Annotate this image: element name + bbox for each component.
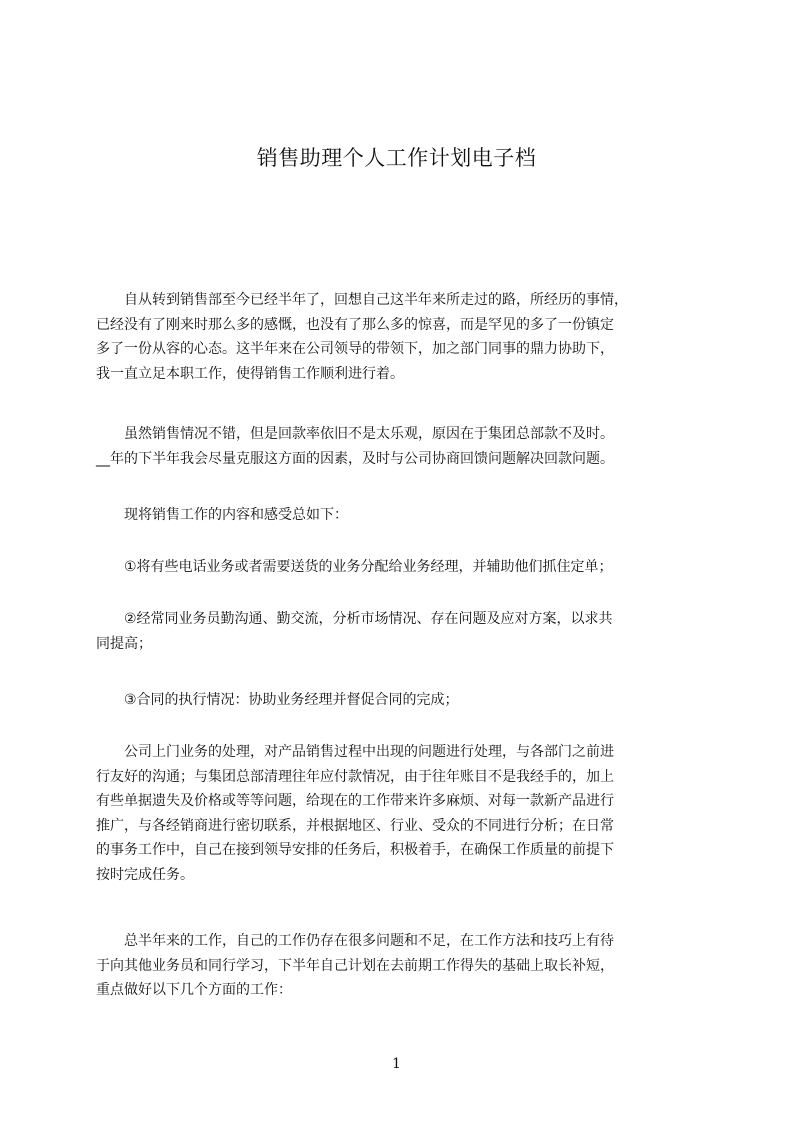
list-item-1 xyxy=(96,555,708,580)
paragraph-line: 推广，与各经销商进行密切联系，并根据地区、行业、受众的不同进行分析；在日常 xyxy=(96,817,614,834)
paragraph-conclusion xyxy=(96,929,708,1003)
paragraph-line: 虽然销售情况不错，但是回款率依旧不是太乐观，原因在于集团总部款不及时。 xyxy=(96,426,614,442)
paragraph-line: ②经常同业务员勤沟通、勤交流，分析市场情况、存在问题及应对方案，以求共 xyxy=(96,611,613,627)
paragraph-intro xyxy=(96,288,708,386)
paragraph-payment xyxy=(96,422,708,471)
paragraph-line: 行友好的沟通；与集团总部清理往年应付款情况，由于往年账目不是我经手的，加上 xyxy=(96,768,614,785)
paragraph-line: 有些单据遗失及价格或等等问题，给现在的工作带来许多麻烦、对每一款新产品进行 xyxy=(96,793,614,809)
paragraph-business xyxy=(96,740,708,887)
paragraph-line: 于向其他业务员和同行学习，下半年自己计划在去前期工作得失的基础上取长补短， xyxy=(96,957,614,974)
list-item-2 xyxy=(96,607,708,656)
list-item-3 xyxy=(96,688,708,713)
paragraph-line: 已经没有了刚来时那么多的感慨，也没有了那么多的惊喜，而是罕见的多了一份镇定 xyxy=(96,316,614,333)
paragraph-summary-lead xyxy=(96,503,708,528)
paragraph-line: 总半年来的工作，自己的工作仍存在很多问题和不足，在工作方法和技巧上有待 xyxy=(96,933,614,949)
paragraph-line: 的事务工作中，自己在接到领导安排的任务后，积极着手，在确保工作质量的前提下 xyxy=(96,842,614,858)
paragraph-line: 重点做好以下几个方面的工作： xyxy=(96,982,292,998)
paragraph-line: 我一直立足本职工作，使得销售工作顺利进行着。 xyxy=(96,365,404,382)
paragraph-line: ①将有些电话业务或者需要送货的业务分配给业务经理，并辅助他们抓住定单； xyxy=(96,559,613,575)
page-number: 1 xyxy=(392,1056,401,1072)
paragraph-line: 自从转到销售部至今已经半年了，回想自己这半年来所走过的路，所经历的事情， xyxy=(96,292,628,308)
paragraph-line: 现将销售工作的内容和感受总如下： xyxy=(96,507,348,523)
paragraph-line: 多了一份从容的心态。这半年来在公司领导的带领下，加之部门同事的鼎力协助下， xyxy=(96,341,614,357)
paragraph-line: 同提高； xyxy=(96,635,152,652)
paragraph-line: 按时完成任务。 xyxy=(96,866,194,883)
paragraph-line: 公司上门业务的处理，对产品销售过程中出现的问题进行处理，与各部门之前进 xyxy=(96,744,614,760)
paragraph-line: ③合同的执行情况：协助业务经理并督促合同的完成； xyxy=(96,692,459,708)
document-title: 销售助理个人工作计划电子档 xyxy=(256,146,537,170)
paragraph-line: __年的下半年我会尽量克服这方面的因素，及时与公司协商回馈问题解决回款问题。 xyxy=(96,450,614,467)
